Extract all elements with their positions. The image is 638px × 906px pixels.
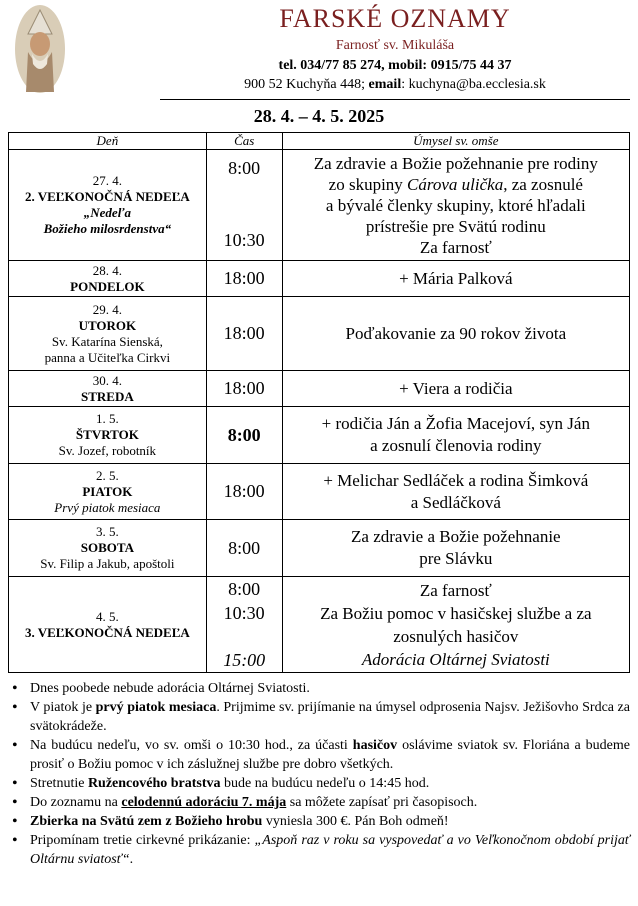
intent-cell (282, 407, 629, 464)
day-cell (9, 520, 207, 577)
intent-line: Za farnosť (419, 237, 492, 257)
intent-cell (282, 520, 629, 577)
day-date: 4. 5. (95, 608, 119, 624)
time-value: 18:00 (206, 464, 282, 520)
day-name: PONDELOK (70, 278, 145, 294)
day-cell (9, 297, 207, 371)
intent-line: + Melichar Sedláček a rodina Šimková (323, 470, 589, 490)
intent-line: Za zdravie a Božie požehnanie pre rodiny (313, 153, 598, 173)
day-name: 3. VEĽKONOČNÁ NEDEĽA (24, 624, 190, 640)
time-value: 10:30 (223, 230, 265, 250)
day-date: 2. 5. (95, 467, 119, 483)
day-name: 2. VEĽKONOČNÁ NEDEĽA (24, 189, 190, 204)
list-item: • Pripomínam tretie cirkevné prikázanie: „Aspoň raz v roku sa vyspovedať a vo Veľkonočnom období prijať Oltárnu sviatosť“. (8, 831, 630, 869)
time-value: 18:00 (206, 371, 282, 407)
email[interactable]: : kuchyna@ba.ecclesia.sk (401, 77, 546, 92)
column-header-time: Čas (206, 133, 282, 150)
date-range: 28. 4. – 4. 5. 2025 (253, 106, 385, 126)
day-name: STREDA (80, 388, 134, 404)
day-cell (9, 577, 207, 673)
day-cell (9, 261, 207, 297)
day-date: 27. 4. (92, 173, 122, 188)
time-value: 8:00 (228, 158, 261, 178)
intent-line: Za Božiu pomoc v hasičskej službe a za (320, 603, 592, 623)
page-title: FARSKÉ OZNAMY (279, 4, 511, 33)
list-item: • Dnes poobede nebude adorácia Oltárnej Sviatosti. (8, 679, 630, 698)
day-name: ŠTVRTOK (75, 427, 139, 442)
intent-line: zosnulých hasičov (393, 626, 519, 646)
time-value: 18:00 (206, 261, 282, 297)
list-item: • V piatok je prvý piatok mesiaca. Prijmime sv. prijímanie na úmysel odprosenia Najsv. Ježišovho Srdca za svätokrádeže. (8, 698, 630, 736)
table-row (9, 297, 630, 371)
intent-cell: + Viera a rodičia (282, 371, 629, 407)
feast-name-line2: Božieho milosrdenstva“ (43, 221, 172, 236)
table-row (9, 407, 630, 464)
list-item: • Stretnutie Ružencového bratstva bude na budúcu nedeľu o 14:45 hod. (8, 774, 630, 793)
intent-line: a Sedláčková (410, 492, 501, 512)
intent-line: + rodičia Ján a Žofia Macejoví, syn Ján (321, 414, 590, 433)
day-cell (9, 407, 207, 464)
intent-cell: Poďakovanie za 90 rokov života (282, 297, 629, 371)
time-cell (206, 150, 282, 261)
list-item: • Do zoznamu na celodennú adoráciu 7. mája sa môžete zapísať pri časopisoch. (8, 793, 630, 812)
intent-cell (282, 577, 629, 673)
parish-name: Farnosť sv. Mikuláša (335, 38, 455, 53)
time-value: 15:00 (223, 650, 266, 670)
table-row (9, 464, 630, 520)
intent-cell: + Mária Palková (282, 261, 629, 297)
header (0, 0, 638, 102)
intent-line: prístrešie pre Svätú rodinu (365, 216, 546, 236)
column-header-day: Deň (9, 133, 207, 150)
list-item: • Na budúcu nedeľu, vo sv. omši o 10:30 hod., za účasti hasičov oslávime sviatok sv. Floriána a budeme prosiť o Božiu pomoc v ich záslužnej službe pre dobro všetkých. (8, 736, 630, 774)
table-row (9, 520, 630, 577)
column-header-intent: Úmysel sv. omše (282, 133, 629, 150)
table-header-row (9, 133, 630, 150)
time-value: 8:00 (206, 407, 282, 464)
intent-line: Adorácia Oltárnej Sviatosti (361, 649, 550, 669)
feast-name: „Nedeľa (83, 205, 131, 220)
time-value: 8:00 (206, 520, 282, 577)
intent-line: zo skupiny Cárova ulička, za zosnulé (328, 174, 583, 194)
header-divider (160, 99, 630, 100)
day-date: 1. 5. (95, 411, 119, 426)
table-row (9, 261, 630, 297)
saint-name: Prvý piatok mesiaca (54, 499, 161, 515)
day-name: SOBOTA (80, 540, 134, 555)
table-row (9, 577, 630, 673)
intent-cell (282, 464, 629, 520)
day-name: PIATOK (82, 483, 133, 499)
address-line (160, 77, 630, 93)
group-name: Cárova ulička (407, 174, 504, 194)
saint-name: Sv. Filip a Jakub, apoštoli (40, 556, 175, 571)
intent-line: pre Slávku (419, 549, 493, 568)
saint-name-line2: panna a Učiteľka Cirkvi (44, 349, 171, 365)
email-label: email (368, 77, 402, 92)
table-row (9, 371, 630, 407)
day-cell (9, 371, 207, 407)
day-date: 3. 5. (95, 524, 119, 539)
saint-nicholas-portrait (14, 4, 66, 94)
list-item: • Zbierka na Svätú zem z Božieho hrobu vyniesla 300 €. Pán Boh odmeň! (8, 812, 630, 831)
intent-line: Za zdravie a Božie požehnanie (351, 527, 561, 546)
intent-line: a zosnulí členovia rodiny (370, 436, 542, 455)
day-date: 28. 4. (92, 262, 122, 278)
time-cell (206, 577, 282, 673)
day-name: UTOROK (78, 317, 137, 333)
address: 900 52 Kuchyňa 448; (244, 77, 369, 92)
intent-line: Za farnosť (419, 580, 492, 600)
intent-line: a bývalé členky skupiny, ktoré hľadali (325, 195, 586, 215)
day-cell (9, 464, 207, 520)
announcements-list (8, 679, 630, 869)
day-date: 30. 4. (92, 372, 122, 388)
time-value: 8:00 (228, 579, 261, 599)
mass-schedule-table (8, 132, 630, 673)
day-cell (9, 150, 207, 261)
saint-name: Sv. Katarína Sienská, (51, 333, 163, 349)
intent-cell (282, 150, 629, 261)
time-value: 10:30 (223, 603, 265, 623)
saint-name: Sv. Jozef, robotník (58, 443, 157, 458)
day-date: 29. 4. (92, 301, 122, 317)
phone-line: tel. 034/77 85 274, mobil: 0915/75 44 37 (278, 58, 512, 73)
table-row (9, 150, 630, 261)
time-value: 18:00 (206, 297, 282, 371)
